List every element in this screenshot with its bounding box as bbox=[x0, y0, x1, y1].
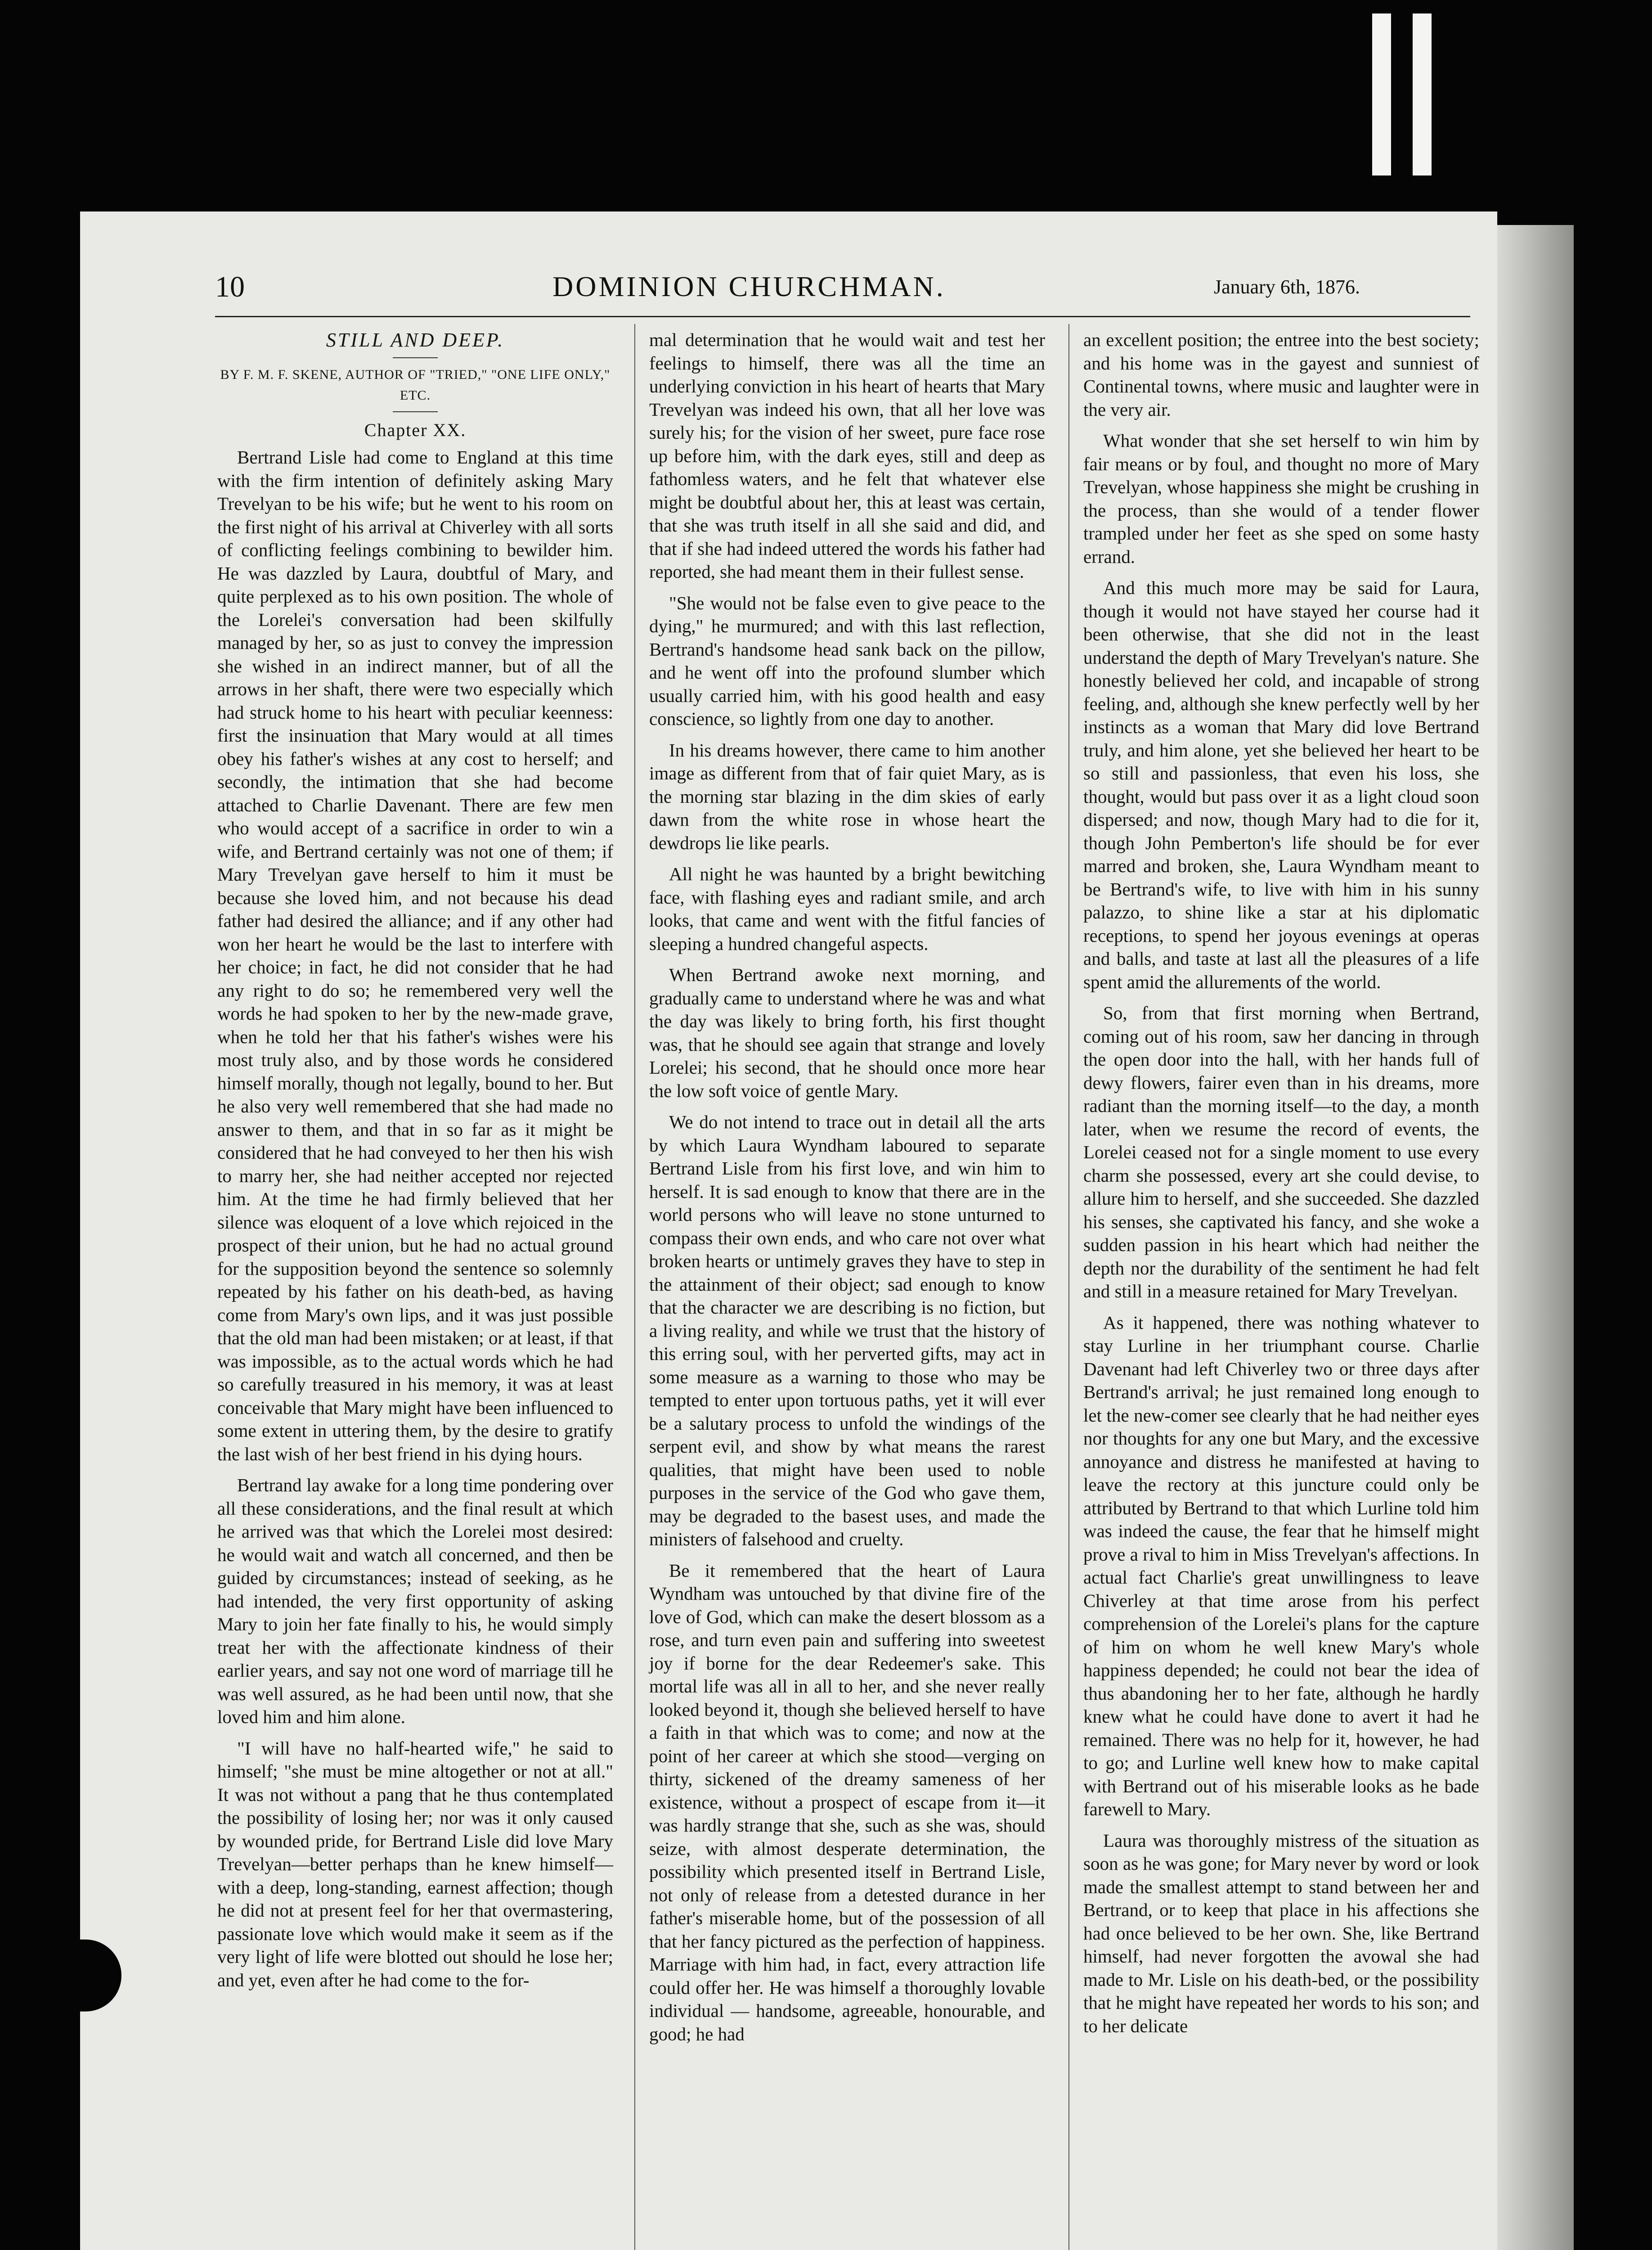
chapter-heading: Chapter XX. bbox=[364, 419, 467, 440]
paragraph: So, from that first morning when Bertrand, coming out of his room, saw her dancing in through the open door into the hall, with her hands full of dewy flowers, fairer even than in his dreams, more radiant than the morning itself—to the day, a month later, when we resume the record of events, the Lorelei ceased not for a single moment to use every charm she possessed, every art she could devise, to allure him to herself, and she succeeded. She dazzled his senses, she captivated his fancy, and she woke a sudden passion in his heart which had neither the depth nor the durability of the sentiment he had felt and still in a measure retained for Mary Trevelyan. bbox=[1083, 1003, 1479, 1301]
paragraph: "She would not be false even to give peace to the dying," he murmured; and with this last reflection, Bertrand's handsome head sank back on the pillow, and he went off into the profound slumber which usually carried him, with his good health and easy conscience, so lightly from one day to another. bbox=[649, 592, 1045, 729]
issue-date: January 6th, 1876. bbox=[1214, 276, 1360, 298]
masthead bbox=[80, 270, 1497, 310]
paragraph: Be it remembered that the heart of Laura Wyndham was untouched by that divine fire of the love of God, which can make the desert blossom as a rose, and turn even pain and suffering into sweetest joy if borne for the dear Redeemer's sake. This mortal life was all in all to her, and she never really looked beyond it, though she believed herself to have a faith in that which was to come; and now at the point of her career at which she stood—verging on thirty, sickened of the dreamy sameness of her existence, without a prospect of escape from it—it was hardly strange that she, such as she was, should seize, with almost desperate determination, the possibility which presented itself in Bertrand Lisle, not only of release from a detested durance in her father's miserable home, but of the possession of all that her fancy pictured as the perfection of happiness. Marriage with him had, in fact, every attraction life could offer her. He was himself a thoroughly lovable individual — handsome, agreeable, honourable, and good; he had bbox=[649, 1560, 1045, 2044]
paragraph: When Bertrand awoke next morning, and gradually came to understand where he was and what the day was likely to bring forth, his first thought was, that he should see again that strange and lovely Lorelei; his second, that he should once more hear the low soft voice of gentle Mary. bbox=[649, 964, 1045, 1101]
column-divider bbox=[1068, 324, 1069, 2250]
paragraph: mal determination that he would wait and test her feelings to himself, there was all the time an underlying conviction in his heart of hearts that Mary Trevelyan was indeed his own, that all her love was surely his; for the vision of her sweet, pure face rose up before him, with the dark eyes, still and deep as fathomless waters, and he felt that whatever else might be doubtful about her, this at least was certain, that she was truth itself in all she said and did, and that if she had indeed uttered the words his father had reported, she had meant them in their fullest sense. bbox=[649, 329, 1045, 582]
paragraph: We do not intend to trace out in detail all the arts by which Laura Wyndham laboured to separate Bertrand Lisle from his first love, and win him to herself. It is sad enough to know that there are in the world persons who will leave no stone unturned to compass their own ends, and who care not over what broken hearts or untimely graves they have to step in the attainment of their object; sad enough to know that the character we are describing is no fiction, but a living reality, and while we trust that the history of this erring soul, with her perverted gifts, may act in some measure as a warning to those who may be tempted to enter upon tortuous paths, yet it will ever be a salutary process to unfold the windings of the serpent evil, and show by what means the rarest qualities, that might have been used to noble purposes in the service of the God who gave them, may be degraded to the basest uses, and made the ministers of falsehood and cruelty. bbox=[649, 1112, 1045, 1549]
paragraph: In his dreams however, there came to him another image as different from that of fair quiet Mary, as is the morning star blazing in the dim skies of early dawn from the white rose in whose heart the dewdrops lie like pearls. bbox=[649, 739, 1045, 853]
column-2 bbox=[649, 328, 1045, 2054]
byline-rule bbox=[393, 411, 438, 412]
publication-title: DOMINION CHURCHMAN. bbox=[552, 270, 946, 302]
binder-bar bbox=[1372, 14, 1391, 176]
story-title: STILL AND DEEP. bbox=[326, 329, 505, 351]
column-3 bbox=[1083, 328, 1479, 2046]
newspaper-page bbox=[80, 212, 1497, 2250]
paragraph: Bertrand lay awake for a long time pondering over all these considerations, and the final result at which he arrived was that which the Lorelei most desired: he would wait and watch all concerned, and then be guided by circumstances; instead of seeking, as he had intended, the very first opportunity of asking Mary to join her fate finally to his, he would simply treat her with the affectionate kindness of their earlier years, and say not one word of marriage till he was well assured, as he had been until now, that she loved him and him alone. bbox=[217, 1475, 613, 1727]
paragraph: an excellent position; the entree into the best society; and his home was in the gayest and sunniest of Continental towns, where music and laughter were in the very air. bbox=[1083, 329, 1479, 420]
paragraph: As it happened, there was nothing whatever to stay Lurline in her triumphant course. Charlie Davenant had left Chiverley two or three days after Bertrand's arrival; he just remained long enough to let the new-comer see clearly that he had neither eyes nor thoughts for any one but Mary, and the excessive annoyance and distress he manifested at having to leave the rectory at this juncture could only be attributed by Bertrand to that which Lurline told him was indeed the cause, the fear that he himself might prove a rival to him in Miss Trevelyan's affections. In actual fact Charlie's great unwillingness to leave Chiverley at that time arose from his perfect comprehension of the Lorelei's plans for the capture of him on whom he well knew Mary's whole happiness depended; he could not bear the idea of thus abandoning her to her fate, although he hardly knew what he could have done to avert it had he remained. There was no help for it, however, he had to go; and Lurline well knew how to make capital with Bertrand out of his miserable looks as he bade farewell to Mary. bbox=[1083, 1312, 1479, 1819]
column-1 bbox=[217, 328, 613, 2000]
title-rule bbox=[393, 357, 438, 358]
paragraph: "I will have no half-hearted wife," he said to himself; "she must be mine altogether or not at all." It was not without a pang that he thus contemplated the possibility of losing her; nor was it only caused by wounded pride, for Bertrand Lisle did love Mary Trevelyan—better perhaps than he knew himself—with a deep, long-standing, earnest affection; though he did not at present feel for her that overmastering, passionate love which would make it seem as if the very light of life were blotted out should he lose her; and yet, even after he had come to the for- bbox=[217, 1737, 613, 1990]
paragraph: Bertrand Lisle had come to England at this time with the firm intention of definitely asking Mary Trevelyan to be his wife; but he went to his room on the first night of his arrival at Chiverley with all sorts of conflicting feelings combining to bewilder him. He was dazzled by Laura, doubtful of Mary, and quite perplexed as to his own position. The whole of the Lorelei's conversation had been skilfully managed by her, so as just to convey the impression she wished in an indirect manner, but of all the arrows in her shaft, there were two especially which had struck home to his heart with peculiar keenness: first the insinuation that Mary would at all times obey his father's wishes at any cost to herself; and secondly, the intimation that she had become attached to Charlie Davenant. There are few men who would accept of a sacrifice in order to win a wife, and Bertrand certainly was not one of them; if Mary Trevelyan gave herself to him it must be because she loved him, and not because his dead father had desired the alliance; and if any other had won her heart he would be the last to interfere with her choice; in fact, he did not consider that he had any right to do so; he remembered very well the words he had spoken to her by the new-made grave, when he told her that his father's wishes were his most truly also, and by those words he considered himself morally, though not legally, bound to her. But he also very well remembered that she had made no answer to them, and that in so far as it might be considered that he had conveyed to her then his wish to marry her, she had neither accepted nor rejected him. At the time he had firmly believed that her silence was eloquent of a love which rejoiced in the prospect of their union, but he had no actual ground for the supposition beyond the sentence so solemnly repeated by his father on his death-bed, as having come from Mary's own lips, and it was just possible that the old man had been mistaken; or at least, if that was impossible, as to the actual words which he had so carefully treasured in his memory, it was at least conceivable that Mary might have been influenced to some extent in uttering them, by the desire to gratify the last wish of her best friend in his dying hours. bbox=[217, 447, 613, 1464]
binder-bar bbox=[1413, 14, 1432, 176]
page-edge bbox=[1497, 225, 1574, 2250]
page-number: 10 bbox=[215, 270, 245, 303]
column-divider bbox=[634, 324, 635, 2250]
paragraph: Laura was thoroughly mistress of the situation as soon as he was gone; for Mary never by word or look made the smallest attempt to stand between her and Bertrand, or to keep that place in his affections she had once believed to be her own. She, like Bertrand himself, had never forgotten the avowal she had made to Mr. Lisle on his death-bed, or the possibility that he might have repeated her words to his son; and to her delicate bbox=[1083, 1830, 1479, 2036]
paragraph: All night he was haunted by a bright bewitching face, with flashing eyes and radiant smile, and arch looks, that came and went with the fitful fancies of sleeping a hundred changeful aspects. bbox=[649, 864, 1045, 954]
paragraph: What wonder that she set herself to win him by fair means or by foul, and thought no more of Mary Trevelyan, whose happiness she might be crushing in the process, than she would of a tender flower trampled under her feet as she sped on some hasty errand. bbox=[1083, 430, 1479, 567]
header-rule bbox=[215, 316, 1470, 317]
paragraph: And this much more may be said for Laura, though it would not have stayed her course had it been otherwise, that she did not in the least understand the depth of Mary Trevelyan's nature. She honestly believed her cold, and incapable of strong feeling, and, although she knew perfectly well by her instincts as a woman that Mary did love Bertrand truly, and him alone, yet she believed her heart to be so still and passionless, that even his loss, she thought, would but pass over it as a light cloud soon dispersed; and now, though Mary had to die for it, though John Pemberton's life should be for ever marred and broken, she, Laura Wyndham meant to be Bertrand's wife, to live with him in his sunny palazzo, to shine like a star at his diplomatic receptions, to spend her joyous evenings at operas and balls, and taste at last all the pleasures of a life spent amid the allurements of the world. bbox=[1083, 577, 1479, 992]
byline: BY F. M. F. SKENE, AUTHOR OF "TRIED," "ONE LIFE ONLY," ETC. bbox=[220, 367, 611, 403]
